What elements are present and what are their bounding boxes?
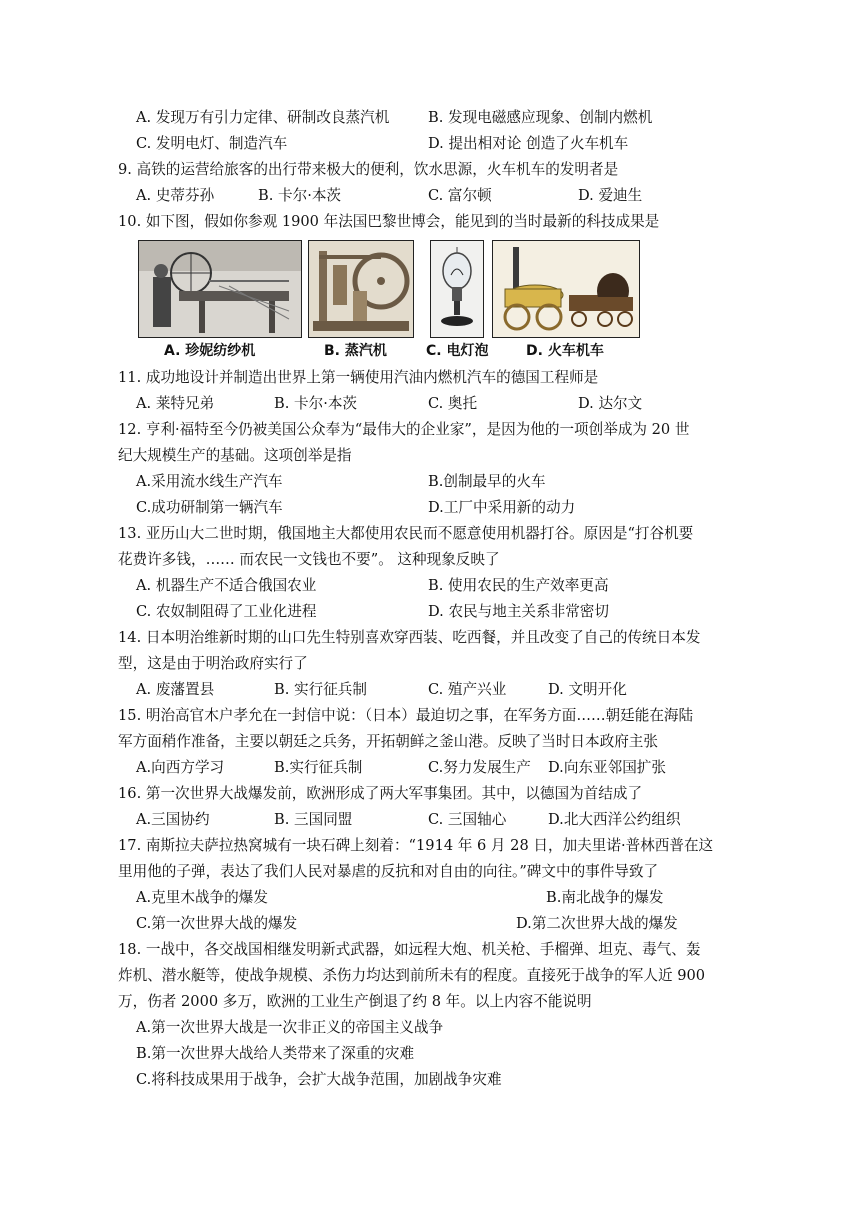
q14-option-b: B. 实行征兵制 <box>274 681 367 698</box>
q18-option-c: C.将科技成果用于战争，会扩大战争范围，加剧战争灾难 <box>136 1071 502 1088</box>
question-18-line2: 炸机、潜水艇等，使战争规模、杀伤力均达到前所未有的程度。直接死于战争的军人近 900 <box>118 967 706 984</box>
q14-option-c: C. 殖产兴业 <box>428 681 507 698</box>
q8-option-a: A. 发现万有引力定律、研制改良蒸汽机 <box>136 109 390 126</box>
q9-option-a: A. 史蒂芬孙 <box>136 187 215 204</box>
q8-option-c: C. 发明电灯、制造汽车 <box>136 135 288 152</box>
figure-caption-c: C. 电灯泡 <box>426 343 489 359</box>
steam-engine-image <box>308 240 414 338</box>
question-15-line2: 军方面稍作准备，主要以朝廷之兵务，开拓朝鲜之釜山港。反映了当时日本政府主张 <box>118 733 658 750</box>
q17-option-b: B.南北战争的爆发 <box>546 889 664 906</box>
q16-option-b: B. 三国同盟 <box>274 811 353 828</box>
question-17-line1: 17. 南斯拉夫萨拉热窝城有一块石碑上刻着：“1914 年 6 月 28 日，加夫里诺·普林西普在这 <box>118 837 714 854</box>
q17-option-a: A.克里木战争的爆发 <box>136 889 268 906</box>
q9-option-c: C. 富尔顿 <box>428 187 492 204</box>
spinning-jenny-image <box>138 240 302 338</box>
q13-option-a: A. 机器生产不适合俄国农业 <box>136 577 317 594</box>
q15-option-b: B.实行征兵制 <box>274 759 363 776</box>
q15-option-c: C.努力发展生产 <box>428 759 531 776</box>
q8-option-b: B. 发现电磁感应现象、创制内燃机 <box>428 109 653 126</box>
figure-caption-b: B. 蒸汽机 <box>324 343 387 359</box>
question-18-line1: 18. 一战中，各交战国相继发明新式武器，如远程大炮、机关枪、手榴弹、坦克、毒气、轰 <box>118 941 701 958</box>
q9-option-b: B. 卡尔·本茨 <box>258 187 342 204</box>
question-14-line1: 14. 日本明治维新时期的山口先生特别喜欢穿西装、吃西餐，并且改变了自己的传统日本发 <box>118 629 701 646</box>
q11-option-b: B. 卡尔·本茨 <box>274 395 358 412</box>
q8-option-d: D. 提出相对论 创造了火车机车 <box>428 135 629 152</box>
question-10: 10. 如下图，假如你参观 1900 年法国巴黎世博会，能见到的当时最新的科技成果是 <box>118 213 660 230</box>
q12-option-c: C.成功研制第一辆汽车 <box>136 499 283 516</box>
q16-option-a: A.三国协约 <box>136 811 210 828</box>
question-15-line1: 15. 明治高官木户孝允在一封信中说：（日本）最迫切之事，在军务方面……朝廷能在海陆 <box>118 707 694 724</box>
figure-strip <box>136 240 656 364</box>
figure-caption-a: A. 珍妮纺纱机 <box>164 343 256 359</box>
question-9: 9. 高铁的运营给旅客的出行带来极大的便利，饮水思源，火车机车的发明者是 <box>118 161 619 178</box>
question-12-line1: 12. 亨利·福特至今仍被美国公众奉为“最伟大的企业家”，是因为他的一项创举成为 20 世 <box>118 421 690 438</box>
q11-option-d: D. 达尔文 <box>578 395 643 412</box>
q16-option-c: C. 三国轴心 <box>428 811 507 828</box>
question-17-line2: 里用他的子弹，表达了我们人民对暴虐的反抗和对自由的向往。”碑文中的事件导致了 <box>118 863 659 880</box>
question-11: 11. 成功地设计并制造出世界上第一辆使用汽油内燃机汽车的德国工程师是 <box>118 369 599 386</box>
q12-option-d: D.工厂中采用新的动力 <box>428 499 576 516</box>
question-16: 16. 第一次世界大战爆发前，欧洲形成了两大军事集团。其中，以德国为首结成了 <box>118 785 643 802</box>
q12-option-a: A.采用流水线生产汽车 <box>136 473 283 490</box>
q13-option-c: C. 农奴制阻碍了工业化进程 <box>136 603 317 620</box>
q11-option-c: C. 奥托 <box>428 395 478 412</box>
q17-option-c: C.第一次世界大战的爆发 <box>136 915 298 932</box>
q18-option-b: B.第一次世界大战给人类带来了深重的灾难 <box>136 1045 415 1062</box>
question-18-line3: 万，伤者 2000 多万，欧洲的工业生产倒退了约 8 年。以上内容不能说明 <box>118 993 592 1010</box>
q16-option-d: D.北大西洋公约组织 <box>548 811 681 828</box>
q13-option-b: B. 使用农民的生产效率更高 <box>428 577 609 594</box>
q14-option-d: D. 文明开化 <box>548 681 627 698</box>
figure-caption-d: D. 火车机车 <box>526 343 604 359</box>
question-14-line2: 型，这是由于明治政府实行了 <box>118 655 308 672</box>
q18-option-a: A.第一次世界大战是一次非正义的帝国主义战争 <box>136 1019 444 1036</box>
q11-option-a: A. 莱特兄弟 <box>136 395 215 412</box>
q15-option-a: A.向西方学习 <box>136 759 225 776</box>
locomotive-image <box>492 240 640 338</box>
question-13-line2: 花费许多钱，…… 而农民一文钱也不要”。 这种现象反映了 <box>118 551 500 568</box>
q17-option-d: D.第二次世界大战的爆发 <box>516 915 678 932</box>
question-13-line1: 13. 亚历山大二世时期，俄国地主大都使用农民而不愿意使用机器打谷。原因是“打谷机要 <box>118 525 694 542</box>
q12-option-b: B.创制最早的火车 <box>428 473 546 490</box>
question-12-line2: 纪大规模生产的基础。这项创举是指 <box>118 447 352 464</box>
q15-option-d: D.向东亚邻国扩张 <box>548 759 666 776</box>
q14-option-a: A. 废藩置县 <box>136 681 215 698</box>
light-bulb-image <box>430 240 484 338</box>
q9-option-d: D. 爱迪生 <box>578 187 643 204</box>
q13-option-d: D. 农民与地主关系非常密切 <box>428 603 609 620</box>
